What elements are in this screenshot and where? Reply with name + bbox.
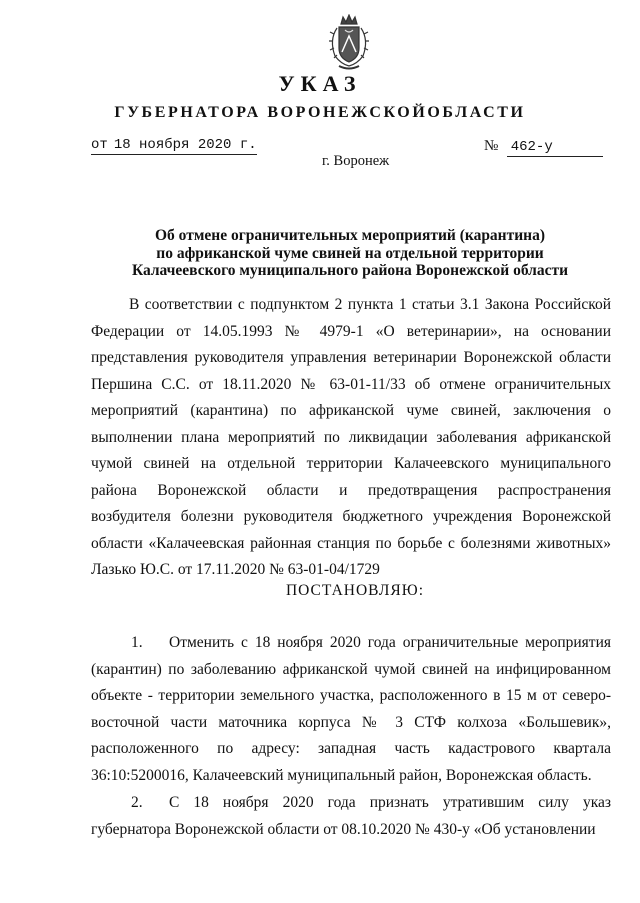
heading-line-2: по африканской чуме свиней на отдельной территории bbox=[156, 244, 544, 262]
issuer-title: ГУБЕРНАТОРА ВОРОНЕЖСКОЙОБЛАСТИ bbox=[114, 104, 526, 121]
date-prefix: от bbox=[91, 137, 108, 153]
document-heading bbox=[60, 227, 640, 280]
number-value: 462-у bbox=[507, 138, 603, 157]
city-label: г. Воронеж bbox=[322, 153, 390, 169]
number-sign: № bbox=[484, 138, 499, 154]
preamble-paragraph bbox=[91, 292, 611, 584]
document-date bbox=[91, 136, 257, 155]
item-number-1: 1. bbox=[131, 634, 143, 651]
coat-of-arms-icon bbox=[325, 14, 373, 72]
document-number bbox=[484, 138, 603, 157]
document-type-title: УКАЗ bbox=[278, 71, 362, 96]
preamble-text: В соответствии с подпунктом 2 пункта 1 статьи 3.1 Закона Российской Федерации от 14.05.1993 № 4979-1 «О ветеринарии», на основании представления руководителя управления ветеринарии Воронежской области Першина С.С. от 18.11.2020 № 63-01-11/33 об отмене ограничительных мероприятий (карантина) по африканской чуме свиней, заключения о выполнении плана мероприятий по ликвидации заболевания африканской чумой свиней на отдельной территории Калачеевского муниципального района Воронежской области и предотвращения распространения возбудителя болезни руководителя бюджетного учреждения Воронежской области «Калачеевская районная станция по борьбе с болезнями животных» Лазько Ю.С. от 17.11.2020 № 63-01-04/1729 bbox=[91, 296, 611, 578]
item-paragraph-2 bbox=[91, 790, 611, 843]
decree-word: ПОСТАНОВЛЯЮ: bbox=[285, 582, 425, 599]
item-number-2: 2. bbox=[131, 794, 143, 811]
heading-line-1: Об отмене ограничительных мероприятий (карантина) bbox=[154, 227, 546, 244]
item-text-1: Отменить с 18 ноября 2020 года ограничительные мероприятия (карантин) по заболеванию африканской чумой свиней на инфицированном объекте - территории земельного участка, расположенного в 15 м от северо-восточной части маточника корпуса № 3 СТФ колхоза «Большевик», расположенного по адресу: западная часть кадастрового квартала 36:10:5200016, Калачеевский муниципальный район, Воронежская область. bbox=[91, 634, 611, 784]
item-text-2: С 18 ноября 2020 года признать утратившим силу указ губернатора Воронежской области от 08.10.2020 № 430-у «Об установлении bbox=[91, 794, 611, 838]
heading-line-3: Калачеевского муниципального района Воронежской области bbox=[131, 262, 569, 279]
date-value: 18 ноября 2020 г. bbox=[113, 137, 257, 153]
item-paragraph-1 bbox=[91, 630, 611, 789]
